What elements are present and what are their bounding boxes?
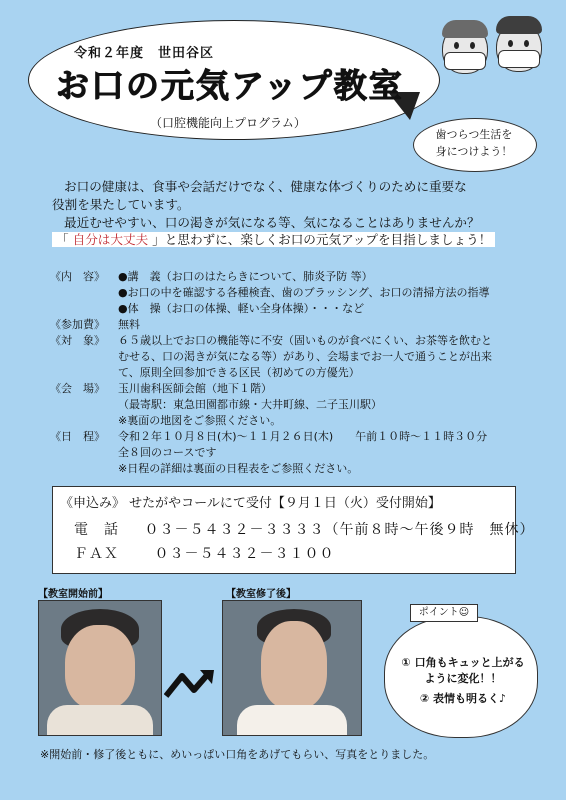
intro-emphasis (52, 229, 495, 248)
schedule-line-1: 令和２年１０月８日(木)～１１月２６日(木) 午前１０時～１１時３０分 (118, 430, 488, 443)
emph-open: 「 (56, 232, 69, 247)
intro-line-3: 最近むせやすい、口の渇きが気になる等、気になることはありませんか？ (64, 215, 480, 230)
phone-number: ０３－５４３２－３３３３（午前８時～午後９時 無休） (144, 522, 535, 538)
target-line-1: ６５歳以上でお口の機能等に不安（固いものが食べにくい、お茶等を飲むと (118, 334, 492, 347)
venue-label: 《会 場》 (50, 382, 105, 395)
fax-label: ＦＡＸ (74, 546, 119, 562)
photo-clothing (237, 705, 347, 735)
footer-note: ※開始前・修了後ともに、めいっぱい口角をあげてもらい、写真をとりました。 (40, 748, 435, 761)
content-item-2: ●お口の中を確認する各種検査、歯のブラッシング、お口の清掃方法の指導 (118, 286, 490, 299)
fax-number: ０３－５４３２－３１００ (154, 546, 335, 562)
intro-line-1: お口の健康は、食事や会話だけでなく、健康な体づくりのために重要な (64, 179, 467, 194)
point-2: ② 表情も明るく♪ (419, 692, 507, 705)
mascot-hair-left (442, 20, 488, 38)
fax-line (74, 543, 334, 563)
photo-face (261, 621, 327, 709)
slogan-text (421, 126, 527, 160)
photo-clothing (47, 705, 153, 735)
before-photo-label: 【教室開始前】 (38, 589, 108, 600)
venue-line-2: （最寄駅：東急田園都市線・大井町線、二子玉川駅） (118, 398, 382, 411)
emph-close: 」と思わずに、楽しくお口の元気アップを目指しましょう！ (152, 232, 492, 247)
point-1-line-1: ① 口角もキュッと上がる (401, 656, 525, 669)
after-photo (222, 600, 362, 736)
after-photo-label: 【教室修了後】 (226, 589, 296, 600)
before-photo (38, 600, 162, 736)
application-header: 《申込み》 せたがやコールにて受付【９月１日（火）受付開始】 (60, 496, 441, 511)
mascot-hair-right (496, 16, 542, 34)
slogan-line-2: 身につけよう！ (435, 145, 513, 158)
point-1-line-2: ように変化！！ (424, 672, 502, 685)
emph-red-text: 自分は大丈夫 (72, 232, 149, 247)
schedule-line-3: ※日程の詳細は裏面の日程表をご参照ください。 (118, 462, 359, 475)
venue-line-1: 玉川歯科医師会館（地下１階） (118, 382, 272, 395)
target-line-2: むせる、口の渇きが気になる等）があり、会場までお一人で通うことが出来 (118, 350, 492, 363)
target-label: 《対 象》 (50, 334, 105, 347)
phone-line (74, 519, 534, 539)
mask-icon (498, 50, 540, 68)
page-title: お口の元気アップ教室 (56, 66, 404, 105)
fee-value: 無料 (118, 318, 140, 331)
fee-label: 《参加費》 (50, 318, 105, 331)
mascot-eye (524, 40, 529, 47)
page-subtitle: （口腔機能向上プログラム） (150, 116, 306, 130)
content-item-1: ●講 義（お口のはたらきについて、肺炎予防 等） (118, 270, 373, 283)
arrow-icon (164, 666, 216, 702)
program-year-label: 令和２年度 世田谷区 (74, 46, 215, 61)
point-label: ポイント☺ (410, 604, 478, 622)
content-item-3: ●体 操（お口の体操、軽い全身体操）・・・など (118, 302, 365, 315)
mask-icon (444, 52, 486, 70)
schedule-label: 《日 程》 (50, 430, 105, 443)
photo-face (65, 625, 135, 709)
mascot-eye (470, 42, 475, 49)
slogan-line-1: 歯つらつ生活を (435, 128, 513, 141)
venue-line-3: ※裏面の地図をご参照ください。 (118, 414, 282, 427)
content-label: 《内 容》 (50, 270, 105, 283)
schedule-line-2: 全８回のコースです (118, 446, 217, 459)
mascot-eye (454, 42, 459, 49)
mascot-eye (508, 40, 513, 47)
mascot-illustration (440, 14, 550, 84)
intro-line-2: 役割を果たしています。 (52, 197, 190, 212)
phone-label: 電 話 (74, 522, 119, 538)
target-line-3: て、原則全回参加できる区民（初めての方優先） (118, 366, 360, 379)
